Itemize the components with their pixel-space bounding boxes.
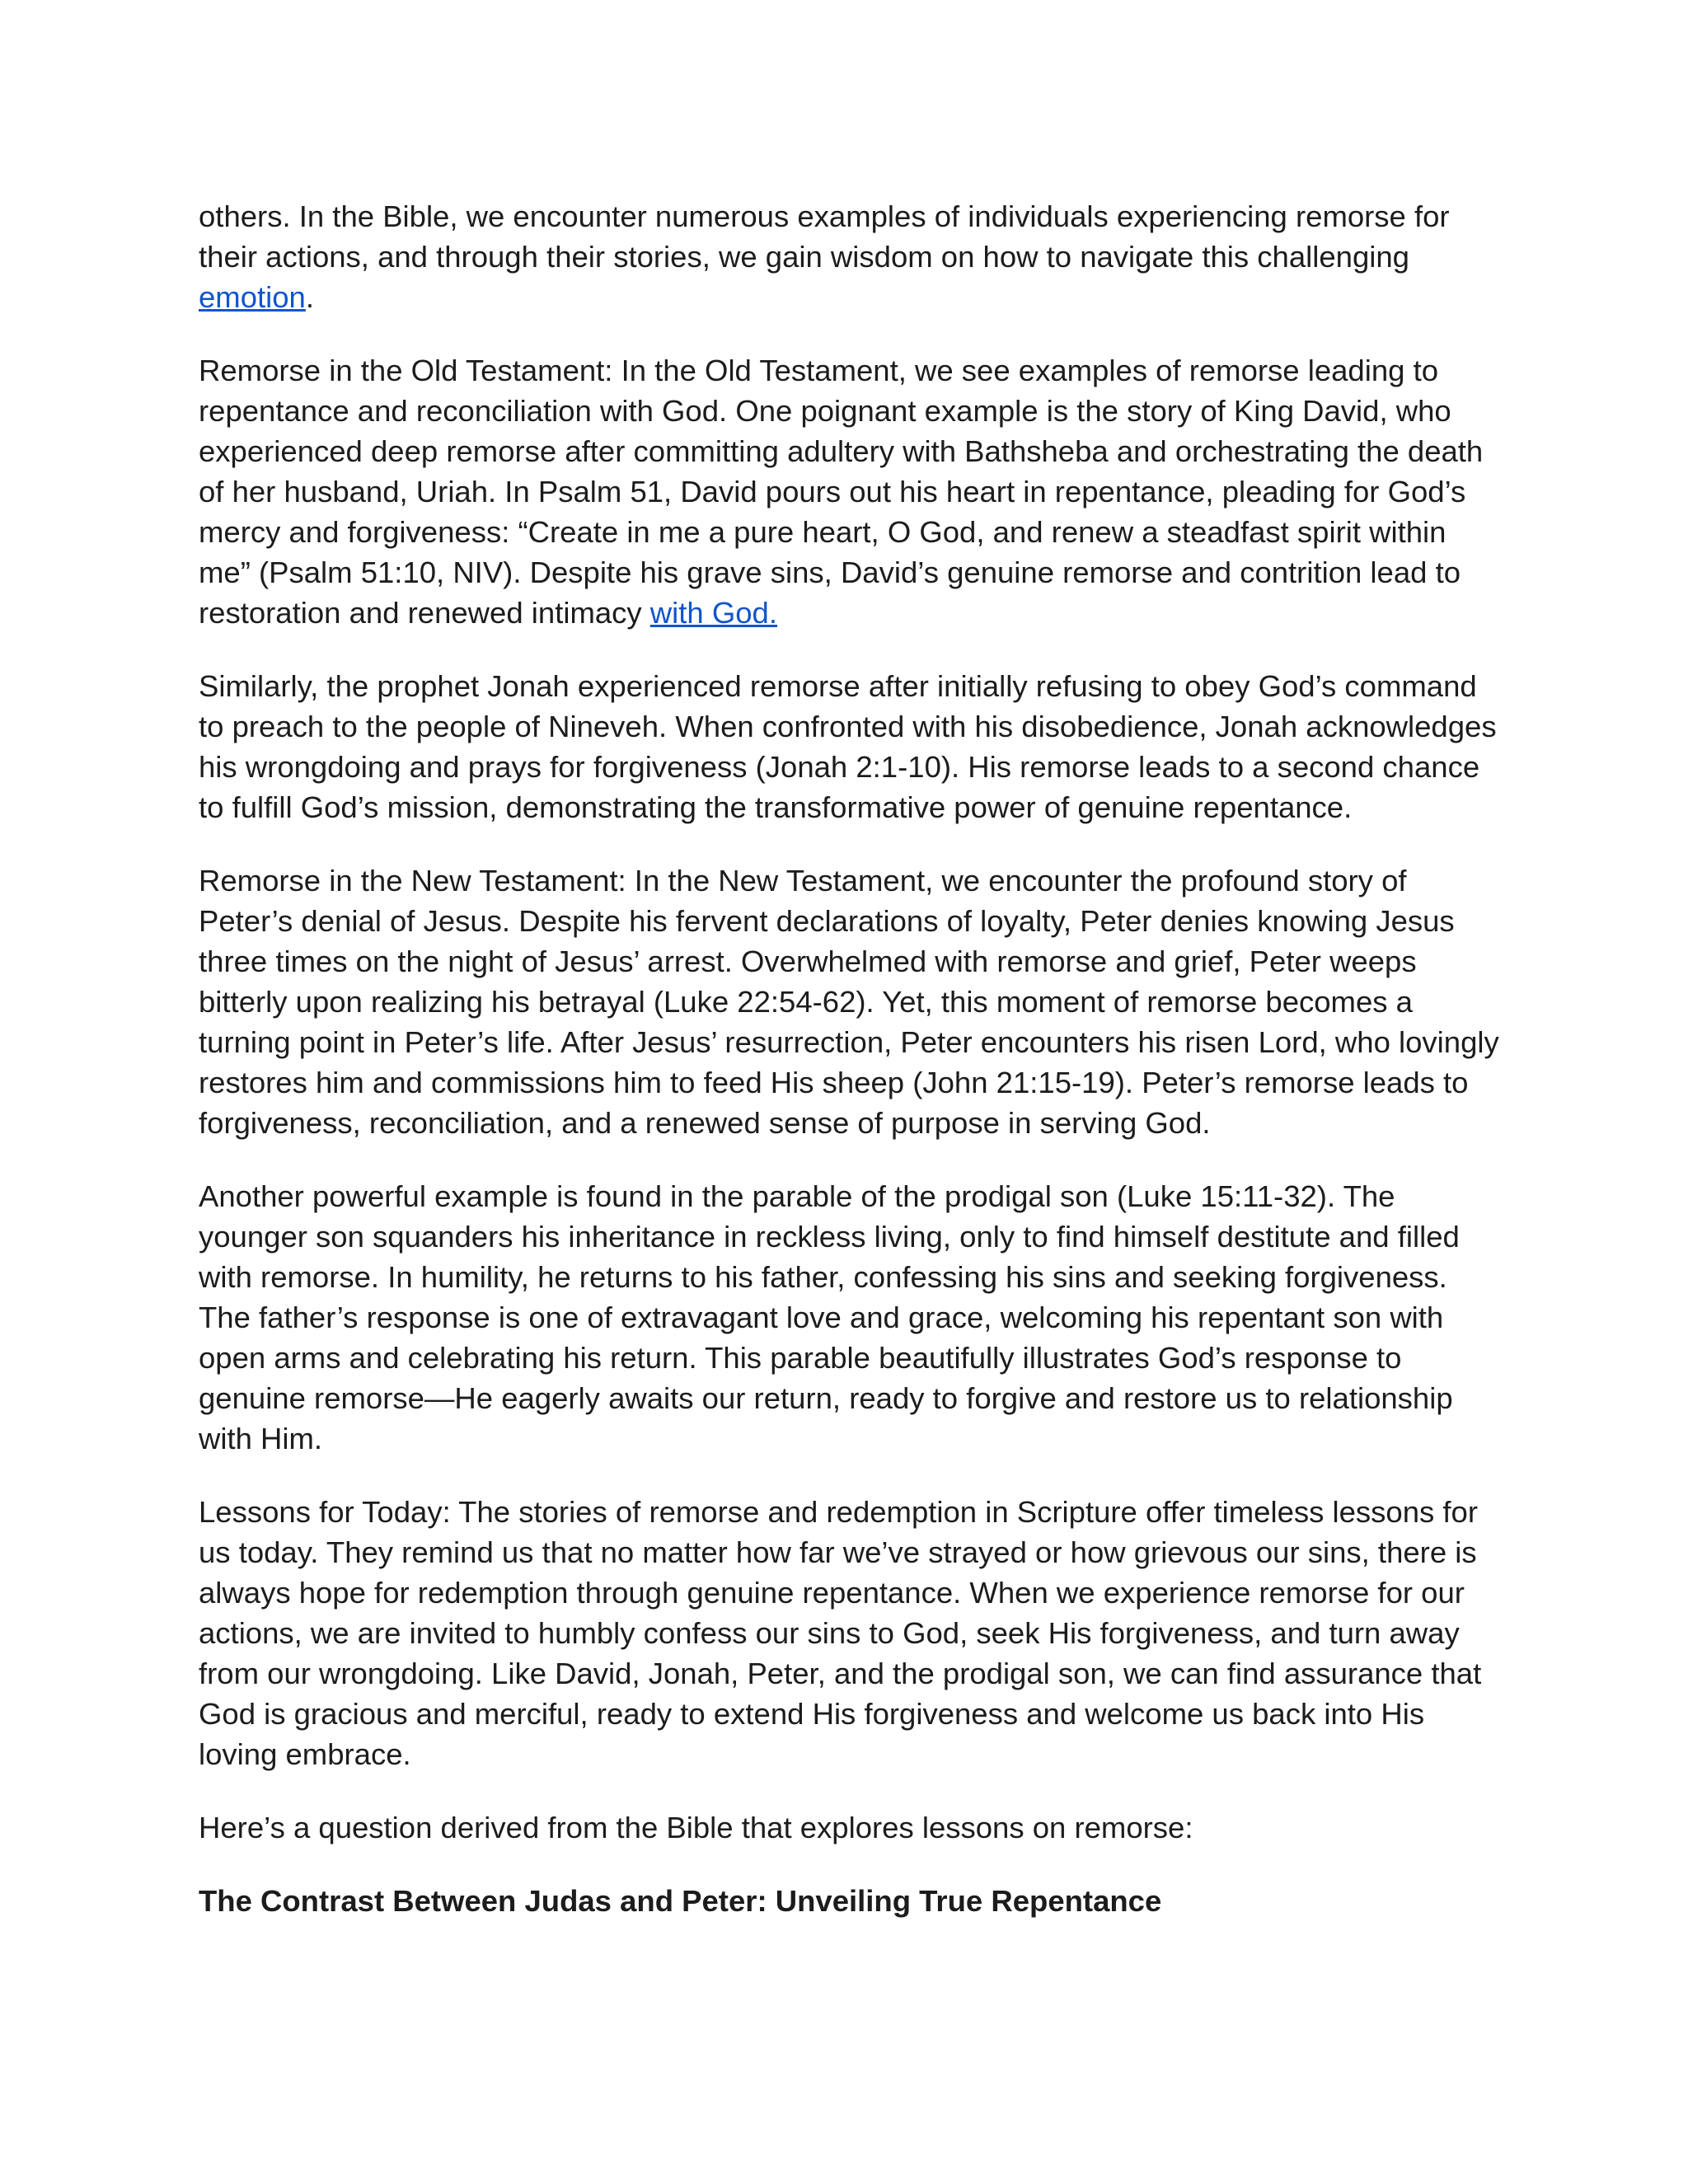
paragraph-old-testament-text: Remorse in the Old Testament: In the Old Testament, we see examples of remorse leading to repentance and reconciliation with God. One poignant example is the story of King David, who experienced deep remorse after committing adultery with Bathsheba and orchestrating the death of her husband, Uriah. In Psalm 51, David pours out his heart in repentance, pleading for God’s mercy and forgiveness: “Create in me a pure heart, O God, and renew a steadfast spirit within me” (Psalm 51:10, NIV). Despite his grave sins, David’s genuine remorse and contrition lead to restoration and renewed intimacy: [199, 354, 1484, 630]
paragraph-new-testament: Remorse in the New Testament: In the New Testament, we encounter the profound story of Peter’s denial of Jesus. Despite his fervent declarations of loyalty, Peter denies knowing Jesus three times on the night of Jesus’ arrest. Overwhelmed with remorse and grief, Peter weeps bitterly upon realizing his betrayal (Luke 22:54-62). Yet, this moment of remorse becomes a turning point in Peter’s life. After Jesus’ resurrection, Peter encounters his risen Lord, who lovingly restores him and commissions him to feed His sheep (John 21:15-19). Peter’s remorse leads to forgiveness, reconciliation, and a renewed sense of purpose in serving God.: [199, 864, 1499, 1140]
paragraph-intro-text: others. In the Bible, we encounter numerous examples of individuals experiencing remorse for their actions, and through their stories, we gain wisdom on how to navigate this challenging: [199, 199, 1450, 274]
section-heading: The Contrast Between Judas and Peter: Unveiling True Repentance: [199, 1884, 1162, 1918]
paragraph-question-intro: Here’s a question derived from the Bible that explores lessons on remorse:: [199, 1811, 1193, 1844]
paragraph-prodigal-son: Another powerful example is found in the parable of the prodigal son (Luke 15:11-32). The younger son squanders his inheritance in reckless living, only to find himself destitute and filled with remorse. In humility, he returns to his father, confessing his sins and seeking forgiveness. The father’s response is one of extravagant love and grace, welcoming his repentant son with open arms and celebrating his return. This parable beautifully illustrates God’s response to genuine remorse—He eagerly awaits our return, ready to forgive and restore us to relationship with Him.: [199, 1179, 1460, 1455]
paragraph-intro-end: .: [305, 280, 315, 314]
paragraph-intro: [199, 196, 1501, 317]
paragraph-jonah: Similarly, the prophet Jonah experienced remorse after initially refusing to obey God’s command to preach to the people of Nineveh. When confronted with his disobedience, Jonah acknowledges his wrongdoing and prays for forgiveness (Jonah 2:1-10). His remorse leads to a second chance to fulfill God’s mission, demonstrating the transformative power of genuine repentance.: [199, 669, 1497, 824]
emotion-link[interactable]: emotion: [199, 280, 306, 314]
document-body: [199, 196, 1501, 1954]
with-god-link[interactable]: with God.: [649, 596, 777, 630]
paragraph-lessons: Lessons for Today: The stories of remorse and redemption in Scripture offer timeless lessons for us today. They remind us that no matter how far we’ve strayed or how grievous our sins, there is always hope for redemption through genuine repentance. When we experience remorse for our actions, we are invited to humbly confess our sins to God, seek His forgiveness, and turn away from our wrongdoing. Like David, Jonah, Peter, and the prodigal son, we can find assurance that God is gracious and merciful, ready to extend His forgiveness and welcome us back into His loving embrace.: [199, 1495, 1482, 1771]
paragraph-old-testament: [199, 350, 1501, 633]
